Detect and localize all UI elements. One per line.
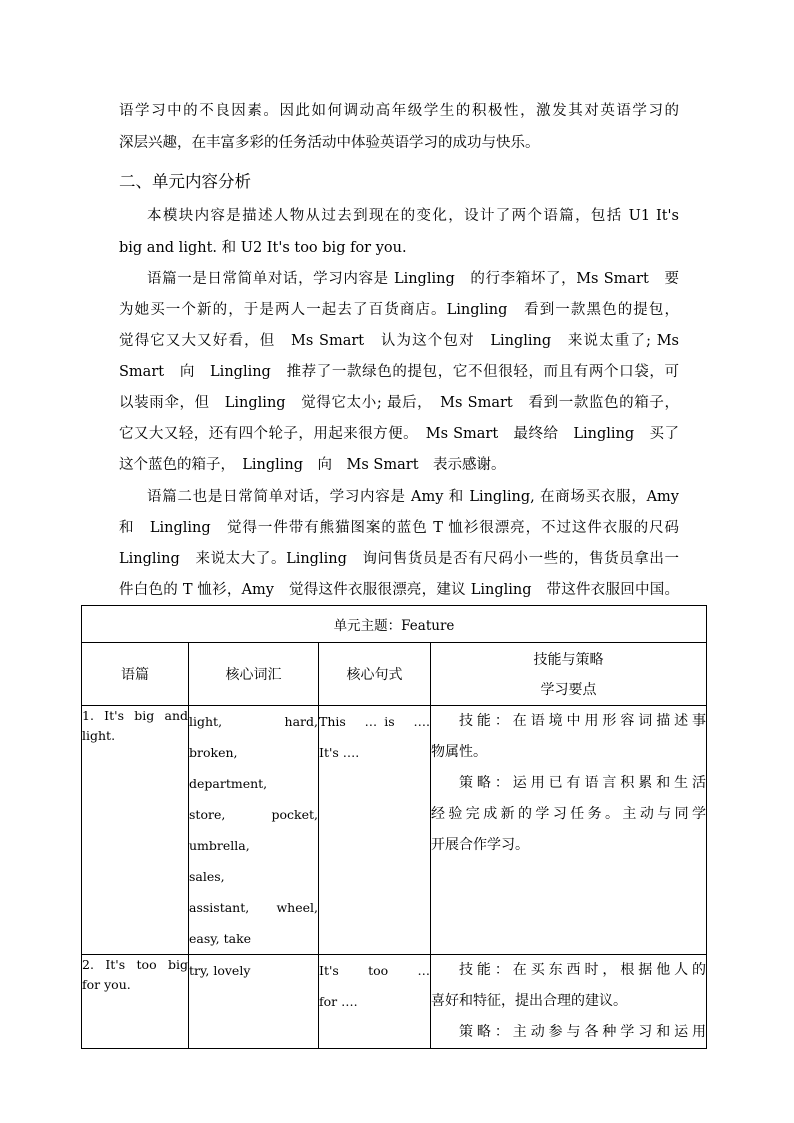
para2-line-3: 觉得它又大又好看，但 Ms Smart 认为这个包对 Lingling 来说太重了; Ms — [119, 333, 679, 349]
header-vocab: 核心词汇 — [189, 643, 319, 706]
row2-pattern: It's too … for …. — [319, 955, 431, 1049]
unit-theme-label: 单元主题：Feature — [333, 618, 455, 634]
header-pattern: 核心句式 — [319, 643, 431, 706]
para3-line-2: 和 Lingling 觉得一件带有熊猫图案的蓝色 T 恤衫很漂亮，不过这件衣服的尺码 — [119, 520, 679, 536]
para2-line-2: 为她买一个新的，于是两人一起去了百货商店。Lingling 看到一款黑色的提包， — [119, 302, 679, 318]
para2-line-4: Smart 向 Lingling 推荐了一款绿色的提包，它不但很轻，而且有两个口袋，可 — [119, 364, 679, 380]
table-header-row — [82, 643, 707, 706]
para2-line-5: 以装雨伞，但 Lingling 觉得它太小; 最后， Ms Smart 看到一款监色的箱子， — [119, 395, 679, 411]
header-skill-line-1: 技能与策略 — [533, 652, 604, 668]
row2-skill: 技能：在买东西时，根据他人的 喜好和特征，提出合理的建议。 策略：主动参与各种学习和运用 — [431, 955, 707, 1049]
table-row — [82, 955, 707, 1049]
para1-line-2: big and light. 和 U2 It's too big for you. — [119, 240, 407, 256]
para2-line-1: 语篇一是日常简单对话，学习内容是 Lingling 的行李箱坏了，Ms Smart 要 — [147, 271, 679, 287]
header-text: 语篇 — [82, 643, 189, 706]
table-row — [82, 706, 707, 955]
para2-line-6: 它又大又轻，还有四个轮子，用起来很方便。 Ms Smart 最终给 Lingling 买了 — [119, 426, 679, 442]
para3-line-1: 语篇二也是日常简单对话，学习内容是 Amy 和 Lingling, 在商场买衣服，Amy — [147, 489, 679, 505]
unit-theme — [82, 606, 707, 643]
header-skill — [431, 643, 707, 706]
header-skill-line-2: 学习要点 — [540, 682, 597, 698]
section-heading: 二、单元内容分析 — [119, 172, 251, 191]
row1-skill: 技能：在语境中用形容词描述事 物属性。 策略：运用已有语言积累和生活 经验完成新的学习任务。主动与同学 开展合作学习。 — [431, 706, 707, 955]
para1-line-1: 本模块内容是描述人物从过去到现在的变化，设计了两个语篇，包括 U1 It's — [147, 208, 679, 224]
intro-line-1: 语学习中的不良因素。因此如何调动高年级学生的积极性，激发其对英语学习的 — [119, 103, 679, 119]
row1-pattern: This … is …. It's …. — [319, 706, 431, 955]
row1-vocab: light, hard, broken, department, store, pocket, umbrella, sales, assistant, wheel, easy, take — [189, 706, 319, 955]
table-theme-row — [82, 606, 707, 643]
para3-line-3: Lingling 来说太大了。Lingling 询问售货员是否有尺码小一些的，售货员拿出一 — [119, 551, 679, 567]
unit-analysis-table — [81, 605, 707, 1049]
para3-line-4: 件白色的 T 恤衫，Amy 觉得这件衣服很漂亮，建议 Lingling 带这件衣服回中国。 — [119, 582, 679, 598]
row1-text: 1. It's big and light. — [82, 706, 189, 955]
para2-line-7: 这个蓝色的箱子， Lingling 向 Ms Smart 表示感谢。 — [119, 457, 506, 473]
row2-vocab: try, lovely — [189, 955, 319, 1049]
intro-line-2: 深层兴趣，在丰富多彩的任务活动中体验英语学习的成功与快乐。 — [119, 135, 540, 151]
row2-text: 2. It's too big for you. — [82, 955, 189, 1049]
